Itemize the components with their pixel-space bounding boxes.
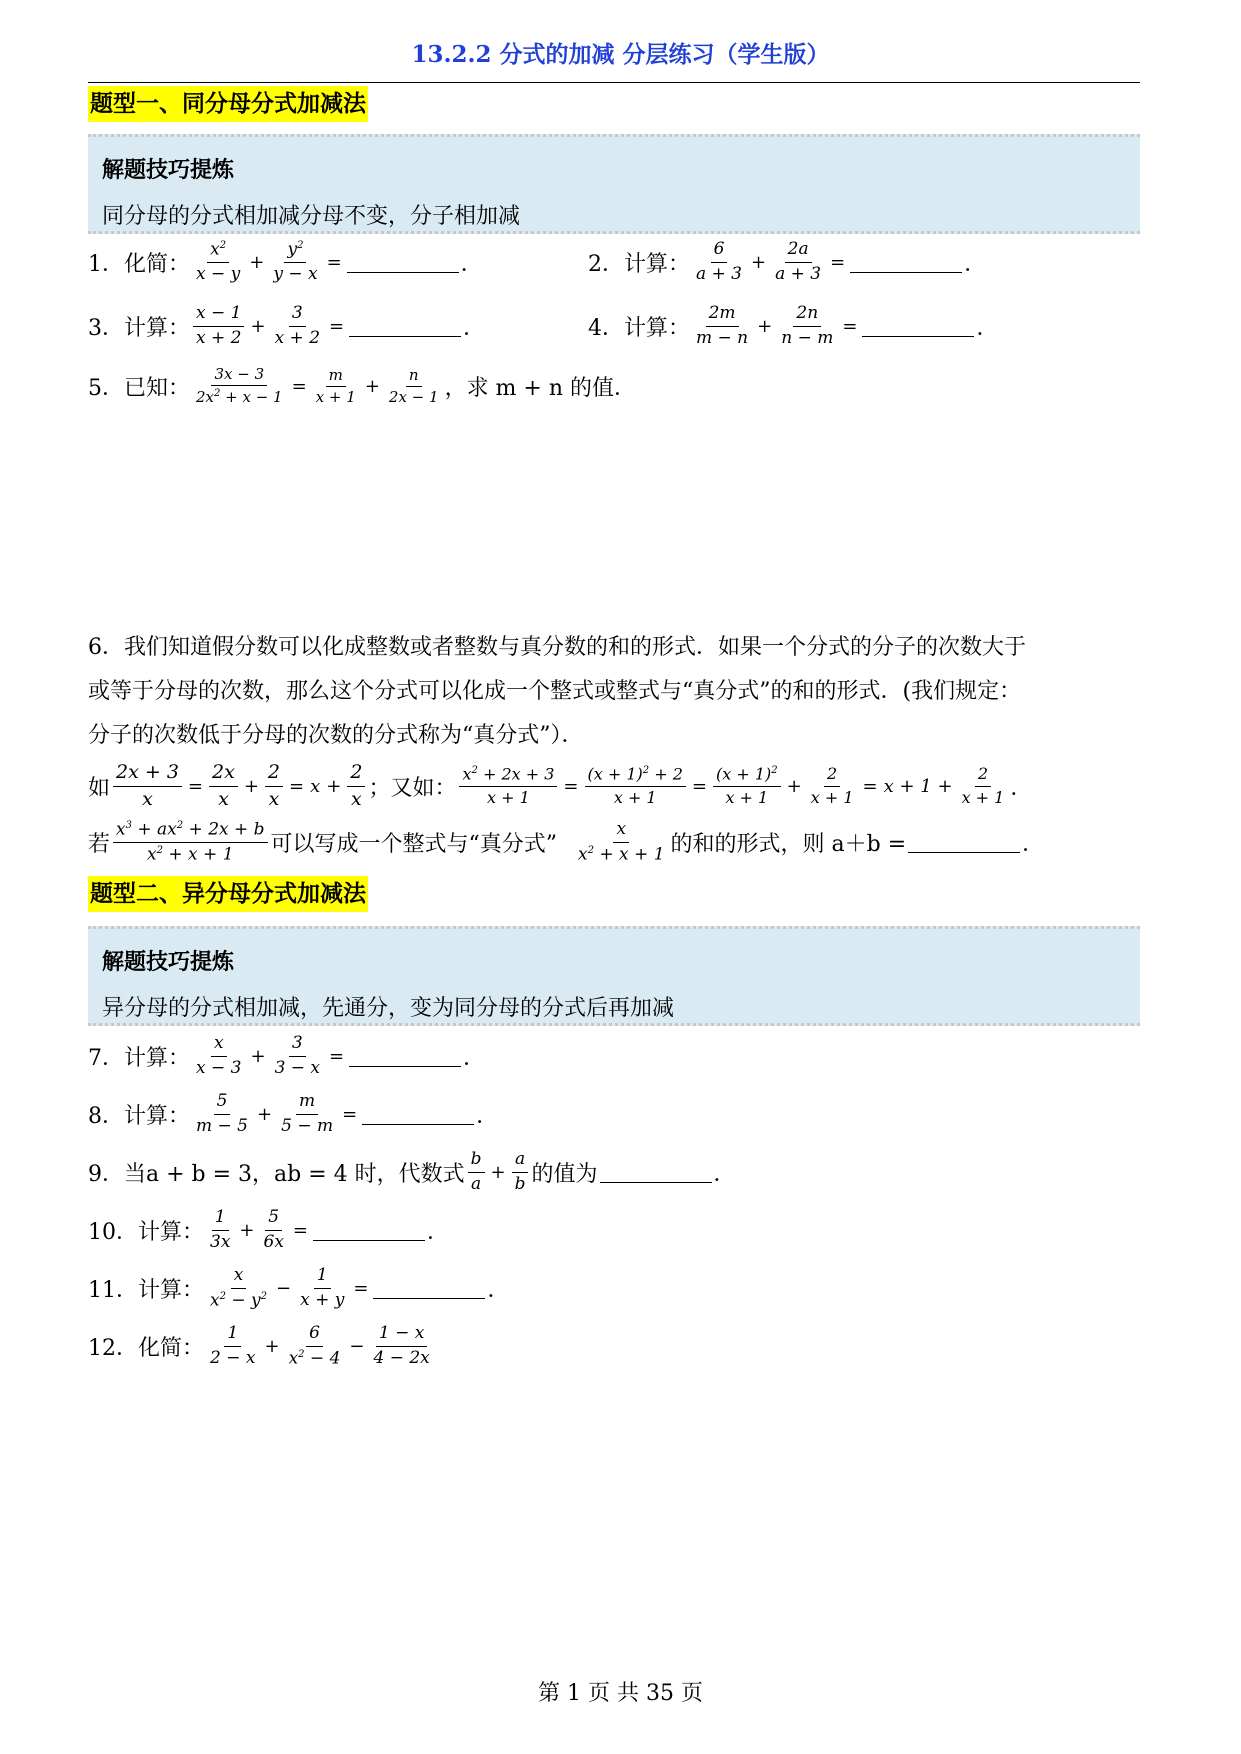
question-6-line-1: 6．我们知道假分数可以化成整数或者整数与真分数的和的形式．如果一个分式的分子的次数大于 <box>88 635 1027 660</box>
question-label: 10．计算： <box>88 1219 204 1245</box>
fraction: $\frac{x}{x^2 - y^2}$ <box>210 1265 267 1311</box>
question-6-condition: 若 $\frac{x^3 + ax^2 + 2x + b}{x^2 + x + 1}$ 可以写成一个整式与“真分式” $\frac{x}{x^2 + x + 1}$ 的和的形式，则 a＋b = ． <box>88 819 1045 865</box>
question-label: 7．计算： <box>88 1045 190 1071</box>
condition-mid: 可以写成一个整式与“真分式” <box>270 832 558 858</box>
fraction: $\frac{x^2}{x - y}$ <box>196 239 241 285</box>
tip-title: 解题技巧提炼 <box>102 157 235 183</box>
fraction: $\frac{2a}{a + 3}$ <box>775 239 822 284</box>
question-6-line-2: 或等于分母的次数，那么这个分式可以化成一个整式或整式与“真分式”的和的形式．(我们规定： <box>88 679 1022 704</box>
answer-blank[interactable] <box>908 832 1020 853</box>
fraction: $\frac{n}{2x - 1}$ <box>388 365 439 406</box>
question-label: 9．当 <box>88 1161 146 1187</box>
fraction: $\frac{m}{5 - m}$ <box>281 1091 334 1136</box>
fraction: $\frac{3}{x + 2}$ <box>274 303 321 348</box>
fraction: $\frac{2m}{m - n}$ <box>696 303 749 348</box>
fraction: $\frac{a}{b}$ <box>512 1150 529 1194</box>
fraction: $\frac{1}{2 - x}$ <box>210 1323 256 1368</box>
question-9: 9．当 a + b = 3，ab = 4 时，代数式 $\frac{b}{a}$ + $\frac{a}{b}$ 的值为 ． <box>88 1149 736 1194</box>
question-tail: 的值为 <box>531 1161 598 1187</box>
fraction: $\frac{2}{x}$ <box>265 762 283 811</box>
question-label: 4．计算： <box>588 315 690 341</box>
fraction: $\frac{3x - 3}{2x^2 + x - 1}$ <box>196 365 283 407</box>
fraction: $\frac{b}{a}$ <box>468 1150 485 1194</box>
answer-blank[interactable] <box>373 1278 485 1299</box>
fraction: $\frac{2x + 3}{x}$ <box>113 762 182 811</box>
question-5: 5．已知： $\frac{3x - 3}{2x^2 + x - 1}$ = $\frac{m}{x + 1}$ + $\frac{n}{2x - 1}$ ，求 m + n 的值． <box>88 365 636 407</box>
question-label: 3．计算： <box>88 315 190 341</box>
fraction: $\frac{2}{x + 1}$ <box>961 764 1005 807</box>
answer-blank[interactable] <box>313 1220 425 1241</box>
fraction: $\frac{(x + 1)^2}{x + 1}$ <box>713 765 781 807</box>
question-6-line-3: 分子的次数低于分母的次数的分式称为“真分式”）． <box>88 723 584 748</box>
question-12: 12．化简： $\frac{1}{2 - x}$ + $\frac{6}{x^2 - 4}$ − $\frac{1 - x}{4 - 2x}$ <box>88 1324 436 1369</box>
answer-blank[interactable] <box>850 252 962 273</box>
fraction: $\frac{x^2 + 2x + 3}{x + 1}$ <box>459 765 557 807</box>
question-label: 12．化简： <box>88 1335 204 1361</box>
condition-prefix: 若 <box>88 832 111 858</box>
question-label: 11．计算： <box>88 1277 204 1303</box>
fraction: $\frac{6}{a + 3}$ <box>696 239 743 284</box>
answer-blank[interactable] <box>862 316 974 337</box>
question-label: 2．计算： <box>588 251 690 277</box>
fraction: $\frac{6}{x^2 - 4}$ <box>288 1323 341 1369</box>
tip-box-1 <box>88 134 1140 234</box>
tip-text: 同分母的分式相加减分母不变，分子相加减 <box>102 204 521 229</box>
fraction: $\frac{y^2}{y - x}$ <box>273 239 318 285</box>
question-11: 11．计算： $\frac{x}{x^2 - y^2}$ − $\frac{1}{x + y}$ = ． <box>88 1265 510 1311</box>
fraction: $\frac{2}{x}$ <box>347 762 365 811</box>
question-1: 1．化简： $\frac{x^2}{x - y}$ + $\frac{y^2}{y - x}$ = ． <box>88 239 483 285</box>
answer-blank[interactable] <box>600 1162 712 1183</box>
example-mid: ；又如： <box>368 775 457 801</box>
fraction: $\frac{1}{3x}$ <box>210 1207 231 1252</box>
tip-box-2 <box>88 926 1140 1026</box>
fraction: $\frac{2}{x + 1}$ <box>810 764 854 807</box>
fraction: $\frac{2n}{n - m}$ <box>781 303 834 348</box>
question-3: 3．计算： $\frac{x - 1}{x + 2}$ + $\frac{3}{x + 2}$ = ． <box>88 303 486 348</box>
fraction: $\frac{x - 1}{x + 2}$ <box>193 304 244 348</box>
question-2: 2．计算： $\frac{6}{a + 3}$ + $\frac{2a}{a + 3}$ = ． <box>588 239 987 284</box>
question-condition: a + b = 3，ab = 4 时，代数式 <box>146 1161 465 1187</box>
question-label: 8．计算： <box>88 1103 190 1129</box>
page-title: 13.2.2 分式的加减 分层练习（学生版） <box>411 41 830 68</box>
fraction: $\frac{x^3 + ax^2 + 2x + b}{x^2 + x + 1}$ <box>113 820 268 865</box>
fraction: $\frac{x}{x^2 + x + 1}$ <box>578 819 665 865</box>
fraction: $\frac{1 - x}{4 - 2x}$ <box>373 1323 430 1368</box>
fraction: $\frac{(x + 1)^2 + 2}{x + 1}$ <box>585 765 686 807</box>
tip-title: 解题技巧提炼 <box>102 949 235 975</box>
answer-blank[interactable] <box>362 1104 474 1125</box>
tip-text: 异分母的分式相加减，先通分，变为同分母的分式后再加减 <box>102 996 675 1021</box>
question-7: 7．计算： $\frac{x}{x - 3}$ + $\frac{3}{3 - x}$ = ． <box>88 1033 486 1078</box>
question-6-example: 如 $\frac{2x + 3}{x}$ = $\frac{2x}{x}$ + $\frac{2}{x}$ = x + $\frac{2}{x}$ ；又如： $\frac{x^2 + 2x + 3}{x + 1}$ = $\frac{(x + 1)^2 + 2}{x + 1}$ = $\frac{(x + 1)^2}{x + 1}$ + $\frac{2}{x + 1}$ = x + 1 + $\frac{2}{x + 1}$ ． <box>88 761 1033 810</box>
fraction: $\frac{x}{x - 3}$ <box>196 1033 242 1078</box>
question-10: 10．计算： $\frac{1}{3x}$ + $\frac{5}{6x}$ = ． <box>88 1207 450 1252</box>
question-8: 8．计算： $\frac{5}{m - 5}$ + $\frac{m}{5 - m}$ = ． <box>88 1091 499 1136</box>
answer-blank[interactable] <box>349 1046 461 1067</box>
condition-tail: 的和的形式，则 a＋b = <box>670 832 907 858</box>
fraction: $\frac{3}{3 - x}$ <box>274 1033 321 1078</box>
fraction: $\frac{5}{6x}$ <box>263 1207 284 1252</box>
fraction: $\frac{1}{x + y}$ <box>300 1265 345 1310</box>
question-label: 1．化简： <box>88 251 190 277</box>
answer-blank[interactable] <box>349 316 461 337</box>
question-label: 5．已知： <box>88 375 190 401</box>
fraction: $\frac{5}{m - 5}$ <box>196 1091 248 1136</box>
header-divider <box>88 82 1140 83</box>
fraction: $\frac{2x}{x}$ <box>209 762 238 811</box>
answer-blank[interactable] <box>347 252 459 273</box>
example-prefix: 如 <box>88 775 111 801</box>
fraction: $\frac{m}{x + 1}$ <box>315 365 356 406</box>
page-number: 第 1 页 共 35 页 <box>538 1681 703 1706</box>
section-heading-1: 题型一、同分母分式加减法 <box>88 86 368 122</box>
question-tail: ，求 m + n 的值． <box>444 375 636 401</box>
section-heading-2: 题型二、异分母分式加减法 <box>88 876 368 912</box>
question-4: 4．计算： $\frac{2m}{m - n}$ + $\frac{2n}{n - m}$ = ． <box>588 303 999 348</box>
